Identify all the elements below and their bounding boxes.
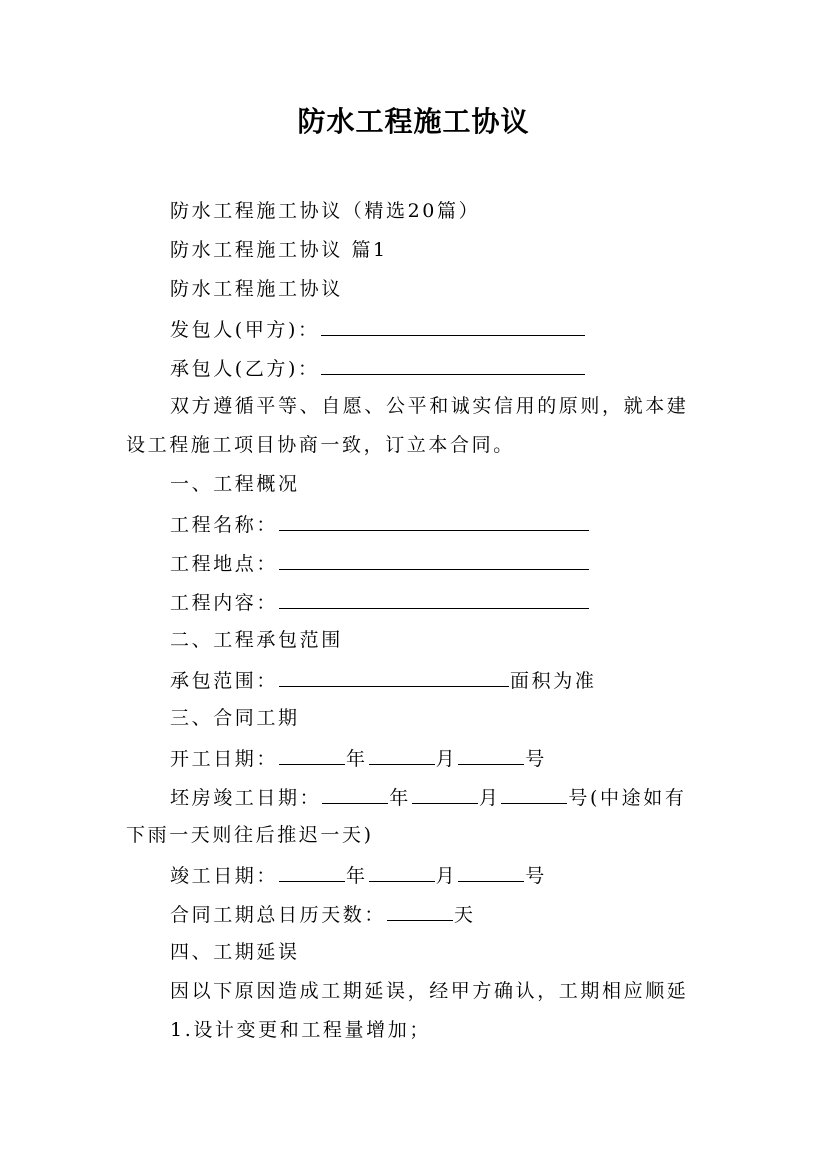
shell-completion-suffix: 号(中途如有 bbox=[568, 787, 687, 809]
project-location-line bbox=[170, 547, 590, 579]
year-unit: 年 bbox=[346, 748, 368, 770]
section-three-heading: 三、合同工期 bbox=[170, 707, 300, 729]
shell-month-blank bbox=[412, 781, 478, 804]
principle-line-2: 设工程施工项目协商一致，订立本合同。 bbox=[126, 434, 515, 456]
total-days-line bbox=[170, 898, 476, 930]
total-days-blank bbox=[387, 898, 453, 921]
rain-delay-note: 下雨一天则往后推迟一天) bbox=[126, 824, 374, 846]
project-location-label: 工程地点： bbox=[170, 553, 279, 575]
scope-suffix: 面积为准 bbox=[510, 670, 597, 692]
party-b-blank bbox=[321, 352, 585, 375]
day-unit: 号 bbox=[525, 865, 547, 887]
start-year-blank bbox=[279, 742, 345, 765]
year-unit: 年 bbox=[346, 865, 368, 887]
shell-day-blank bbox=[501, 781, 567, 804]
project-name-line bbox=[170, 508, 590, 540]
section-one-heading: 一、工程概况 bbox=[170, 473, 300, 495]
shell-completion-label: 坯房竣工日期： bbox=[170, 787, 322, 809]
party-b-label: 承包人(乙方)： bbox=[170, 358, 320, 380]
document-title: 防水工程施工协议 bbox=[297, 105, 530, 138]
project-content-line bbox=[170, 586, 590, 618]
month-unit: 月 bbox=[435, 865, 458, 887]
start-day-blank bbox=[458, 742, 524, 765]
total-days-unit: 天 bbox=[454, 904, 476, 926]
section-two-heading: 二、工程承包范围 bbox=[170, 629, 343, 651]
completion-year-blank bbox=[279, 859, 345, 882]
start-date-label: 开工日期： bbox=[170, 748, 279, 770]
project-name-label: 工程名称： bbox=[170, 514, 279, 536]
project-content-label: 工程内容： bbox=[170, 592, 279, 614]
shell-year-blank bbox=[322, 781, 388, 804]
scope-label: 承包范围： bbox=[170, 670, 279, 692]
month-unit: 月 bbox=[435, 748, 458, 770]
party-a-label: 发包人(甲方)： bbox=[170, 319, 320, 341]
party-a-line bbox=[170, 313, 586, 345]
section-heading-line: 防水工程施工协议 篇1 bbox=[170, 239, 388, 261]
contract-name-line: 防水工程施工协议 bbox=[170, 278, 343, 300]
completion-month-blank bbox=[369, 859, 435, 882]
month-unit: 月 bbox=[478, 787, 501, 809]
year-unit: 年 bbox=[389, 787, 411, 809]
section-four-heading: 四、工期延误 bbox=[170, 941, 300, 963]
day-unit: 号 bbox=[525, 748, 547, 770]
project-location-blank bbox=[279, 547, 589, 570]
start-date-line bbox=[170, 742, 547, 774]
completion-date-label: 竣工日期： bbox=[170, 865, 279, 887]
shell-completion-line bbox=[170, 781, 686, 813]
subtitle-line: 防水工程施工协议（精选20篇） bbox=[170, 200, 481, 222]
total-days-label: 合同工期总日历天数： bbox=[170, 904, 387, 926]
completion-date-line bbox=[170, 859, 547, 891]
project-name-blank bbox=[279, 508, 589, 531]
start-month-blank bbox=[369, 742, 435, 765]
principle-line-1: 双方遵循平等、自愿、公平和诚实信用的原则，就本建 bbox=[170, 395, 689, 417]
scope-blank bbox=[279, 664, 509, 687]
scope-line bbox=[170, 664, 596, 696]
completion-day-blank bbox=[458, 859, 524, 882]
party-a-blank bbox=[321, 313, 585, 336]
delay-reason-item-1: 1.设计变更和工程量增加； bbox=[170, 1019, 431, 1041]
project-content-blank bbox=[279, 586, 589, 609]
delay-reason-line: 因以下原因造成工期延误，经甲方确认，工期相应顺延 bbox=[170, 980, 689, 1002]
party-b-line bbox=[170, 352, 586, 384]
